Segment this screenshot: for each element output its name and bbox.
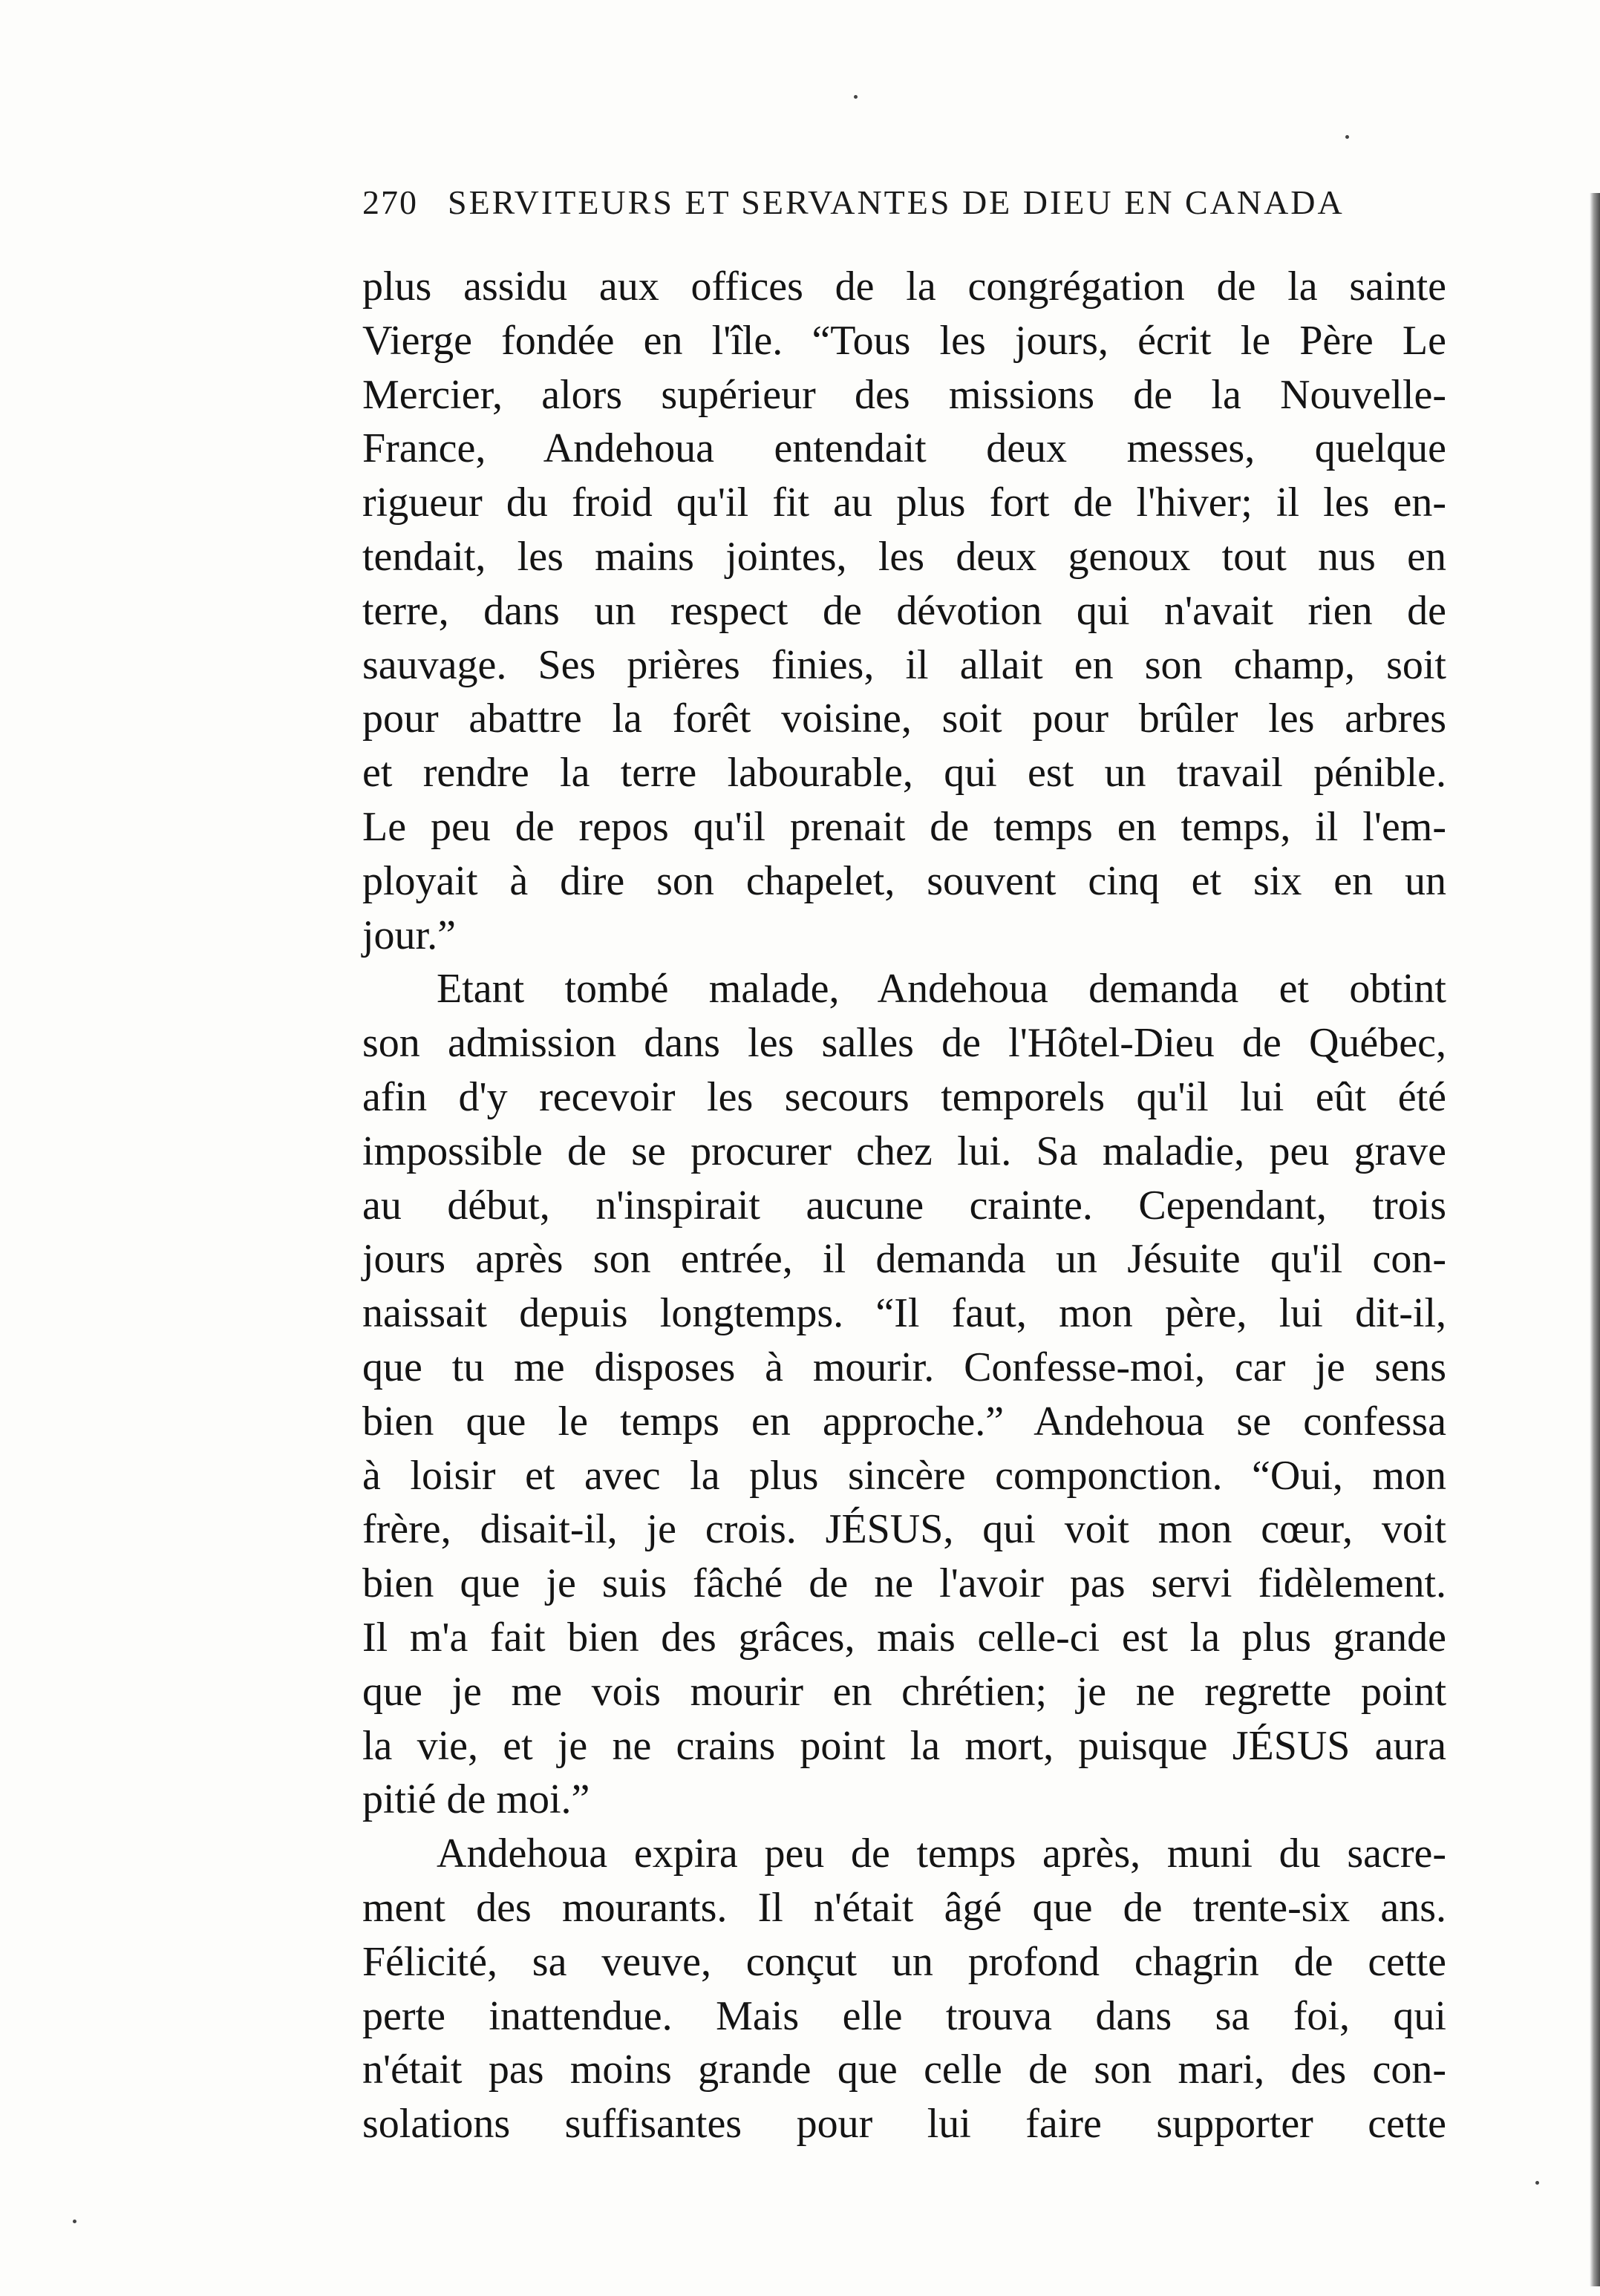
text-line: solations suffisantes pour lui faire supporter cette [362, 2101, 1446, 2148]
text-line: perte inattendue. Mais elle trouva dans sa foi, qui [362, 1992, 1446, 2039]
paragraph-2 [362, 962, 1446, 1827]
text-line: jour.” [362, 912, 456, 958]
text-line: Félicité, sa veuve, conçut un profond chagrin de cette [362, 1938, 1446, 1985]
text-line: frère, disait-il, je crois. JÉSUS, qui voit mon cœur, voit [362, 1506, 1446, 1553]
text-line: son admission dans les salles de l'Hôtel-Dieu de Québec, [362, 1020, 1446, 1067]
text-line: ployait à dire son chapelet, souvent cinq et six en un [362, 857, 1446, 904]
scan-speck [73, 2220, 76, 2223]
scan-speck [854, 95, 858, 99]
text-line: Il m'a fait bien des grâces, mais celle-ci est la plus grande [362, 1614, 1446, 1661]
text-line: n'était pas moins grande que celle de son mari, des con- [362, 2047, 1446, 2093]
text-line: Le peu de repos qu'il prenait de temps en temps, il l'em- [362, 803, 1446, 850]
text-line: Vierge fondée en l'île. “Tous les jours, écrit le Père Le [362, 317, 1446, 364]
text-line: jours après son entrée, il demanda un Jésuite qu'il con- [362, 1236, 1446, 1283]
text-line: tendait, les mains jointes, les deux genoux tout nus en [362, 533, 1446, 580]
text-line: que je me vois mourir en chrétien; je ne regrette point [362, 1668, 1446, 1715]
paragraph-3 [362, 1827, 1446, 2151]
text-line: que tu me disposes à mourir. Confesse-moi, car je sens [362, 1344, 1446, 1390]
text-line: au début, n'inspirait aucune crainte. Cependant, trois [362, 1182, 1446, 1229]
text-line: la vie, et je ne crains point la mort, puisque JÉSUS aura [362, 1722, 1446, 1769]
text-line: Etant tombé malade, Andehoua demanda et obtint [437, 966, 1446, 1013]
text-line: Andehoua expira peu de temps après, muni du sacre- [437, 1831, 1446, 1877]
scan-speck [1345, 135, 1349, 139]
text-line: ment des mourants. Il n'était âgé que de trente-six ans. [362, 1884, 1446, 1931]
text-line: France, Andehoua entendait deux messes, quelque [362, 425, 1446, 472]
body-text [362, 260, 1446, 2151]
text-line: pitié de moi.” [362, 1776, 590, 1823]
text-line: bien que le temps en approche.” Andehoua se confessa [362, 1398, 1446, 1445]
text-line: bien que je suis fâché de ne l'avoir pas servi fidèlement. [362, 1560, 1446, 1607]
text-line: pour abattre la forêt voisine, soit pour brûler les arbres [362, 696, 1446, 742]
text-line: à loisir et avec la plus sincère componction. “Oui, mon [362, 1452, 1446, 1499]
text-line: rigueur du froid qu'il fit au plus fort de l'hiver; il les en- [362, 480, 1446, 526]
page-header [362, 183, 1402, 235]
text-line: impossible de se procurer chez lui. Sa maladie, peu grave [362, 1128, 1446, 1174]
paragraph-1 [362, 260, 1446, 962]
scan-edge-shadow [1590, 193, 1600, 2286]
text-line: sauvage. Ses prières finies, il allait en son champ, soit [362, 641, 1446, 688]
scan-speck [1535, 2181, 1539, 2185]
running-title: SERVITEURS ET SERVANTES DE DIEU EN CANADA [448, 183, 1345, 221]
text-line: plus assidu aux offices de la congrégation de la sainte [362, 264, 1446, 310]
text-line: naissait depuis longtemps. “Il faut, mon père, lui dit-il, [362, 1290, 1446, 1337]
text-line: terre, dans un respect de dévotion qui n'avait rien de [362, 587, 1446, 634]
text-line: afin d'y recevoir les secours temporels qu'il lui eût été [362, 1073, 1446, 1120]
text-line: Mercier, alors supérieur des missions de la Nouvelle- [362, 371, 1446, 418]
page-number: 270 [362, 183, 418, 221]
text-line: et rendre la terre labourable, qui est un travail pénible. [362, 750, 1446, 797]
